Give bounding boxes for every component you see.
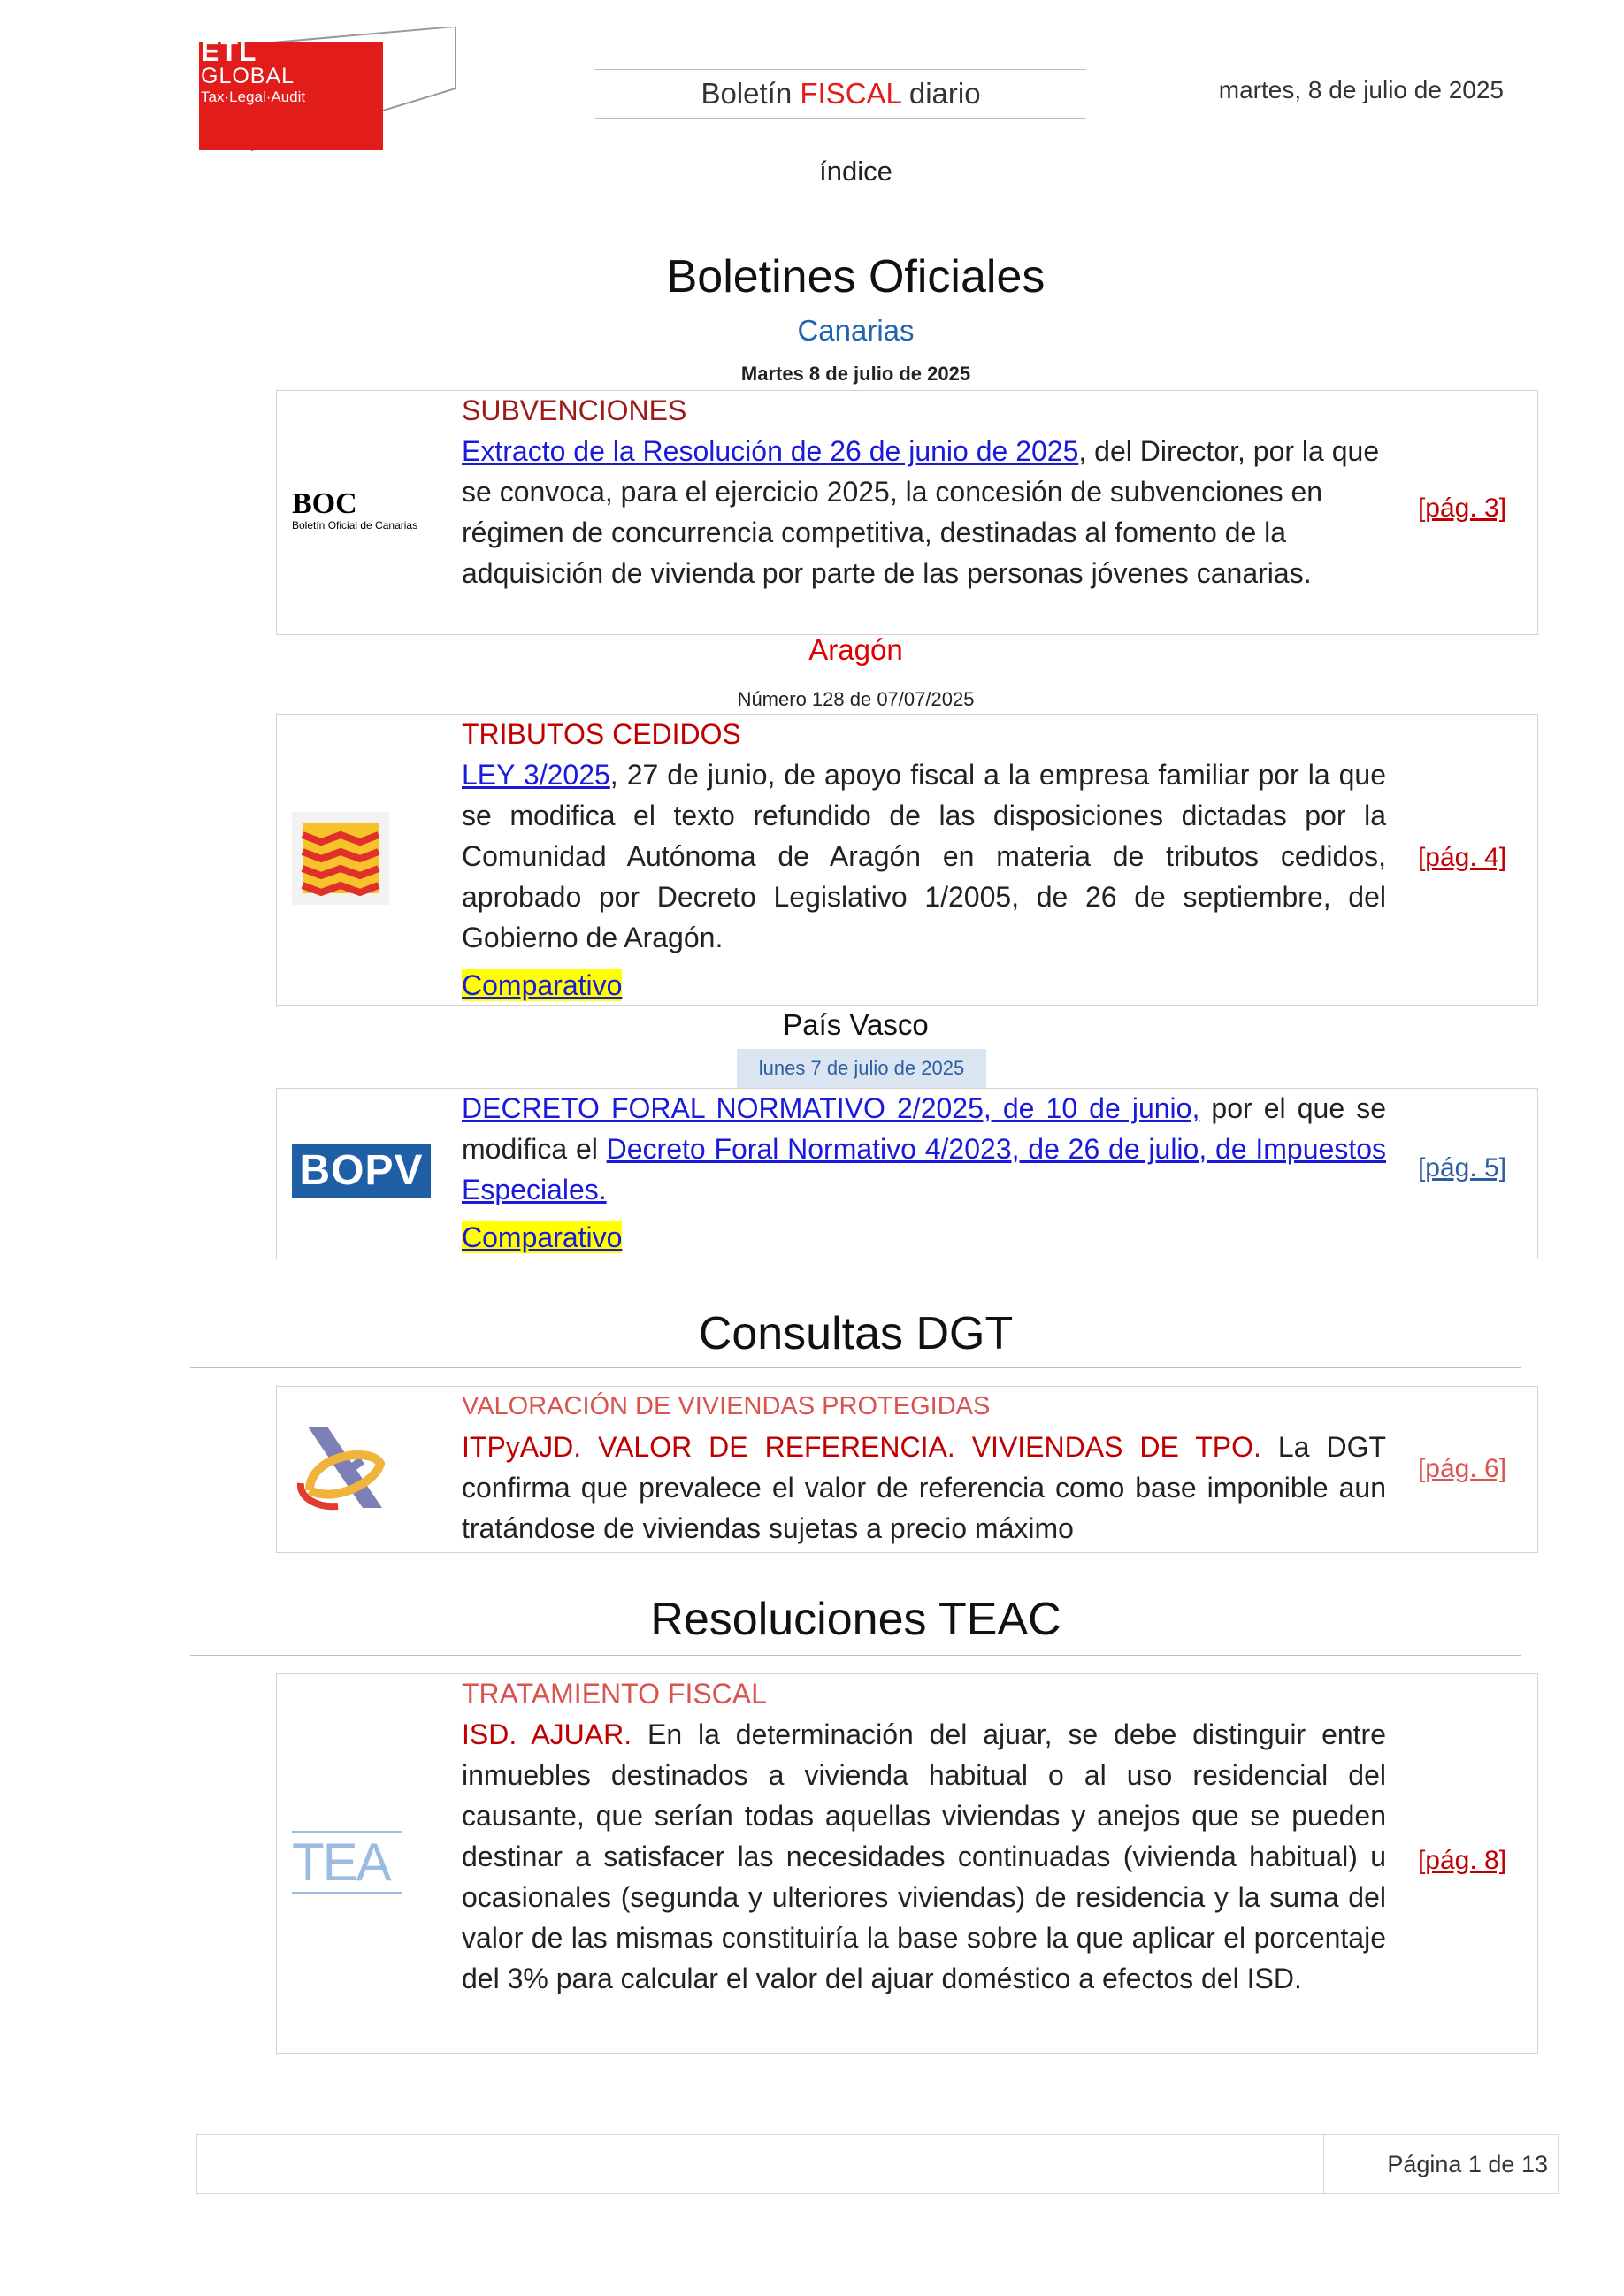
canarias-page-link[interactable]: [pág. 3]	[1417, 494, 1507, 523]
agencia-tributaria-icon	[292, 1420, 389, 1517]
boc-logo	[292, 489, 442, 532]
footer-divider	[1323, 2134, 1324, 2194]
region-canarias: Canarias	[797, 314, 915, 347]
pais-vasco-text: por el que se modifica el	[462, 1092, 1387, 1165]
dgt-category: VALORACIÓN DE VIVIENDAS PROTEGIDAS	[462, 1392, 991, 1420]
dgt-text: La DGT confirma que prevalece el valor de referencia como base imponible aun tratándose de viviendas sujetas a precio máximo	[462, 1431, 1387, 1544]
title-accent: FISCAL	[800, 77, 901, 110]
aragon-category: TRIBUTOS CEDIDOS	[462, 718, 741, 750]
logo-name: GLOBAL	[201, 64, 295, 88]
bopv-logo	[292, 1144, 431, 1198]
teac-page-link[interactable]: [pág. 8]	[1417, 1846, 1507, 1875]
teac-content	[462, 1673, 1386, 1999]
boc-logo-main: BOC	[292, 487, 357, 520]
pais-vasco-date: lunes 7 de julio de 2025	[737, 1049, 986, 1088]
aragon-text: , 27 de junio, de apoyo fiscal a la empresa familiar por la que se modifica el texto refundido de las disposiciones dictadas por la Comunidad Autónoma de Aragón en materia de tributos cedidos, aprobado por Decreto Legislativo 1/2005, de 26 de septiembre, del Gobierno de Aragón.	[462, 759, 1387, 953]
boc-logo-sub: Boletín Oficial de Canarias	[292, 519, 418, 532]
teac-logo-text: TEA	[292, 1833, 390, 1892]
decreto-foral-4-2023-link[interactable]: Decreto Foral Normativo 4/2023, de 26 de julio, de Impuestos Especiales.	[462, 1133, 1386, 1205]
dgt-headline: ITPyAJD. VALOR DE REFERENCIA. VIVIENDAS DE TPO.	[462, 1431, 1261, 1463]
decreto-foral-2-2025-link[interactable]: DECRETO FORAL NORMATIVO 2/2025, de 10 de junio,	[462, 1092, 1200, 1124]
section-title-teac: Resoluciones TEAC	[650, 1594, 1061, 1645]
teac-logo	[292, 1831, 402, 1902]
etl-global-logo	[190, 27, 460, 155]
teac-headline: ISD. AJUAR.	[462, 1718, 632, 1750]
region-aragon: Aragón	[808, 633, 903, 666]
bopv-logo-text: BOPV	[299, 1147, 424, 1194]
aragon-flag-icon	[292, 812, 389, 905]
logo-tagline: Tax·Legal·Audit	[201, 88, 306, 105]
canarias-date: Martes 8 de julio de 2025	[740, 363, 971, 385]
logo-brand: ETL	[201, 35, 257, 67]
pais-vasco-page-link[interactable]: [pág. 5]	[1417, 1153, 1507, 1182]
header-date: martes, 8 de julio de 2025	[1218, 76, 1504, 103]
canarias-resolution-link[interactable]: Extracto de la Resolución de 26 de junio de 2025	[462, 435, 1079, 467]
region-pais-vasco: País Vasco	[783, 1008, 929, 1041]
section-divider	[190, 1655, 1521, 1656]
dgt-page-link[interactable]: [pág. 6]	[1417, 1454, 1507, 1483]
teac-text: En la determinación del ajuar, se debe distinguir entre inmuebles destinados a vivienda habitual o al uso residencial del causante, que serían todas aquellas viviendas y anejos que se pueden destinar a satisfacer las necesidades continuadas (vivienda habitual) u ocasionales (segunda y ulteriores viviendas) de residencia y la suma del valor de las mismas constituiría la base sobre la que aplicar el porcentaje del 3% para calcular el valor del ajuar doméstico a efectos del ISD.	[462, 1718, 1387, 1994]
title-suffix: diario	[900, 77, 981, 110]
canarias-text: , del Director, por la que se convoca, para el ejercicio 2025, la concesión de subvenciones en régimen de concurrencia competitiva, destinadas al fomento de la adquisición de vivienda por parte de las personas jóvenes canarias.	[462, 435, 1380, 589]
title-prefix: Boletín	[701, 77, 801, 110]
section-divider	[190, 1367, 1521, 1368]
bulletin-title	[595, 69, 1086, 119]
aragon-page-link[interactable]: [pág. 4]	[1417, 843, 1507, 872]
aragon-law-link[interactable]: LEY 3/2025	[462, 759, 610, 791]
aragon-date: Número 128 de 07/07/2025	[737, 688, 975, 710]
aragon-content	[462, 714, 1386, 1006]
aragon-comparativo-link[interactable]: Comparativo	[462, 969, 623, 1001]
canarias-content	[462, 390, 1386, 593]
index-link[interactable]: índice	[819, 156, 892, 187]
dgt-content	[462, 1386, 1386, 1549]
page-number: Página 1 de 13	[1387, 2151, 1548, 2177]
pais-vasco-content	[462, 1088, 1386, 1258]
section-title-dgt: Consultas DGT	[698, 1308, 1014, 1359]
teac-category: TRATAMIENTO FISCAL	[462, 1678, 767, 1710]
pais-vasco-comparativo-link[interactable]: Comparativo	[462, 1221, 623, 1253]
canarias-category: SUBVENCIONES	[462, 394, 687, 426]
section-title-boletines: Boletines Oficiales	[666, 251, 1046, 302]
